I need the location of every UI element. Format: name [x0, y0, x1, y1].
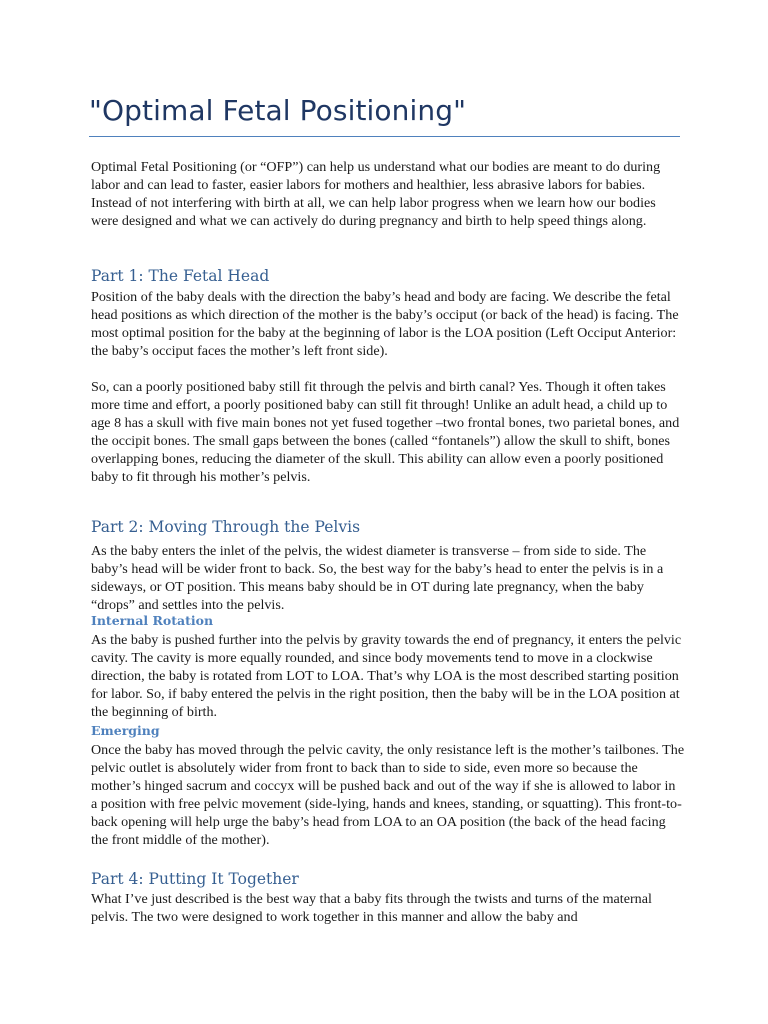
part2-paragraph: As the baby enters the inlet of the pelvis, the widest diameter is transverse – from side to side. The baby’s head will be wider front to back. So, the best way for the baby’s head to enter the pelvis is in a sideways, or OT position. This means baby should be in OT during late pregnancy, when the baby “drops” and settles into the pelvis.	[91, 543, 664, 614]
part1-paragraph-2: So, can a poorly positioned baby still fit through the pelvis and birth canal? Yes. Though it often takes more time and effort, a poorly positioned baby can still fit through! Unlike an adult head, a child up to age 8 has a skull with five main bones not yet fused together –two frontal bones, two parietal bones, and the occipit bones. The small gaps between the bones (called “fontanels”) allow the skull to shift, bones overlapping bones, reducing the diameter of the skull. This ability can allow even a poorly positioned baby to fit through his mother’s pelvis.	[91, 379, 680, 486]
title-underline	[89, 136, 680, 137]
internal-rotation-paragraph: As the baby is pushed further into the pelvis by gravity towards the end of pregnancy, it enters the pelvic cavity. The cavity is more equally rounded, and since body movements tend to move in a clockwise direction, the baby is rotated from LOT to LOA. That’s why LOA is the most described starting position for labor. So, if baby entered the pelvis in the right position, then the baby will be in the LOA position at the beginning of birth.	[91, 632, 682, 721]
part2-heading: Part 2: Moving Through the Pelvis	[91, 518, 361, 536]
part4-heading: Part 4: Putting It Together	[91, 870, 299, 888]
intro-paragraph: Optimal Fetal Positioning (or “OFP”) can help us understand what our bodies are meant to do during labor and can lead to faster, easier labors for mothers and healthier, less abrasive labors for babies. Instead of not interfering with birth at all, we can help labor progress when we learn how our bodies were designed and what we can actively do during pregnancy and birth to help speed things along.	[91, 159, 661, 230]
part1-paragraph-1: Position of the baby deals with the direction the baby’s head and body are facing. We describe the fetal head positions as which direction of the mother is the baby’s occiput (or back of the head) is facing. The most optimal position for the baby at the beginning of labor is the LOA position (Left Occiput Anterior: the baby’s occiput faces the mother’s left front side).	[91, 289, 679, 360]
emerging-heading: Emerging	[91, 723, 160, 738]
document-title: "Optimal Fetal Positioning"	[89, 94, 467, 127]
part4-paragraph: What I’ve just described is the best way that a baby fits through the twists and turns of the maternal pelvis. The two were designed to work together in this manner and allow the baby and	[91, 891, 652, 926]
internal-rotation-heading: Internal Rotation	[91, 613, 214, 628]
emerging-paragraph: Once the baby has moved through the pelvic cavity, the only resistance left is the mother’s tailbones. The pelvic outlet is absolutely wider from front to back than to side to side, even more so because the mother’s hinged sacrum and coccyx will be pushed back and out of the way if she is allowed to labor in a position with free pelvic movement (side-lying, hands and knees, standing, or squatting). This front-to-back opening will help urge the baby’s head from LOA to an OA position (the back of the head facing the front middle of the mother).	[91, 742, 685, 849]
part1-heading: Part 1: The Fetal Head	[91, 267, 270, 285]
